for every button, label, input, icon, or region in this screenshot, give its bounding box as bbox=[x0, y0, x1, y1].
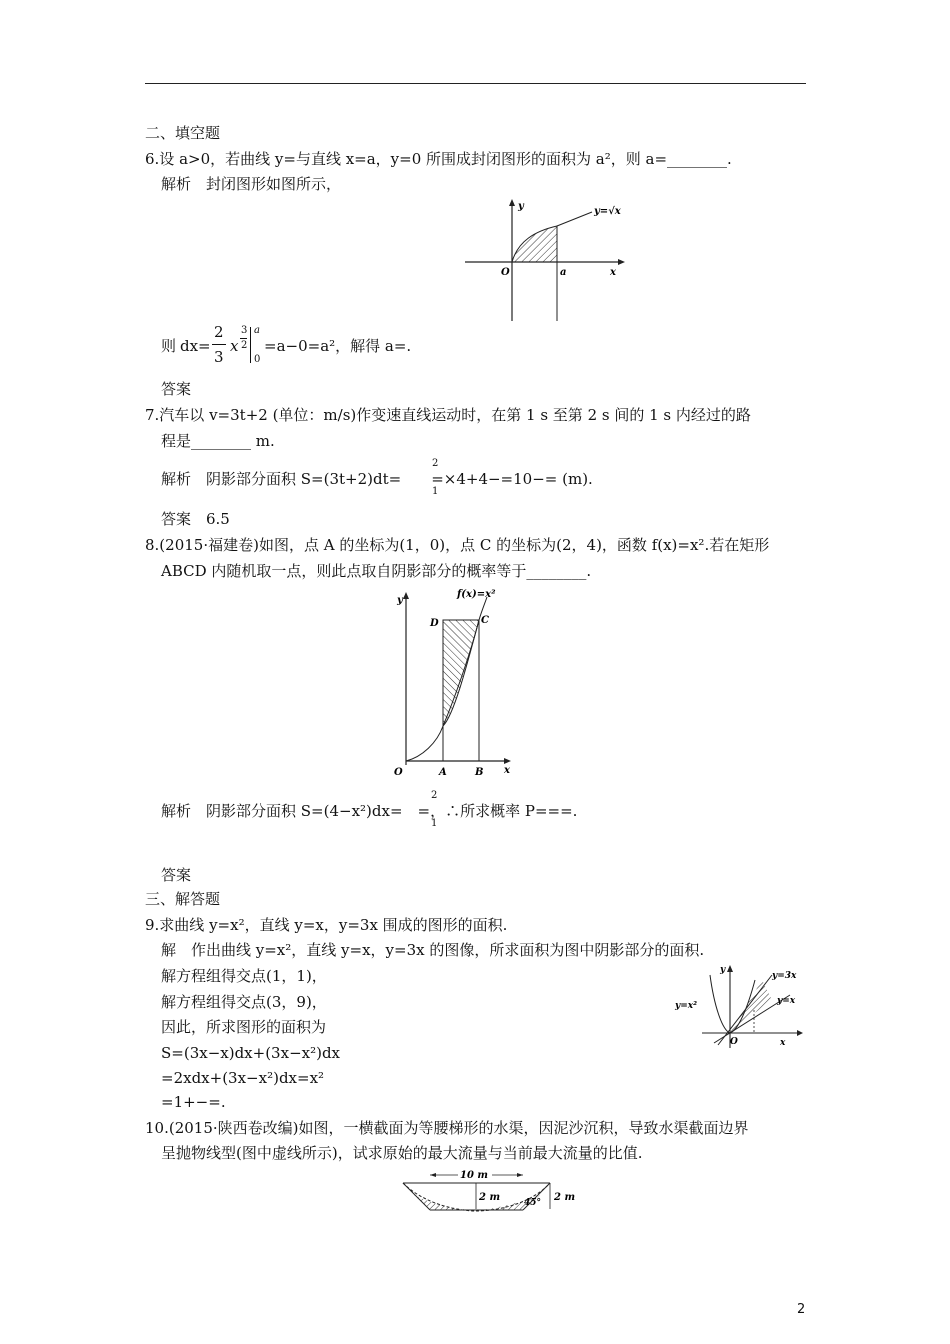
q6-solution: 解析 封闭图形如图所示， bbox=[161, 175, 342, 193]
q8-solution: 解析 阴影部分面积 S=(4−x²)dx= =，∴所求概率 P===. bbox=[161, 802, 578, 820]
question-10: 10.(2015·陕西卷改编)如图，一横截面为等腰梯形的水渠，因泥沙沉积，导致水渠截面边界 bbox=[145, 1119, 749, 1137]
depth-label-side: 2 m bbox=[554, 1192, 576, 1203]
header-rule bbox=[145, 83, 806, 84]
axis-label-x: x bbox=[504, 765, 510, 776]
q7-upper-limit: 2 bbox=[432, 458, 439, 469]
q6-variable: x bbox=[230, 337, 239, 355]
question-8: 8.(2015·福建卷)如图，点 A 的坐标为(1，0)，点 C 的坐标为(2，4)，函数 f(x)=x².若在矩形 bbox=[145, 536, 770, 554]
axis-label-x: x bbox=[780, 1038, 786, 1048]
origin-label: O bbox=[394, 767, 403, 778]
question-6: 6.设 a>0，若曲线 y=与直线 x=a，y=0 所围成封闭图形的面积为 a²，则 a=________. bbox=[145, 150, 732, 168]
question-7: 7.汽车以 v=3t+2 (单位：m/s)作变速直线运动时，在第 1 s 至第 2 s 间的 1 s 内经过的路 bbox=[145, 406, 751, 424]
question-10-cont: 呈抛物线型(图中虚线所示)，试求原始的最大流量与当前最大流量的比值. bbox=[161, 1144, 643, 1162]
q6-exp-bottom: 2 bbox=[241, 340, 248, 351]
curve-label: y=√x bbox=[594, 206, 621, 217]
question-7-cont: 程是________ m. bbox=[161, 432, 275, 450]
q6-calc-dx: dx= bbox=[180, 337, 211, 355]
q9-solution-4: 因此，所求图形的面积为 bbox=[161, 1018, 327, 1036]
width-label: 10 m bbox=[460, 1170, 488, 1181]
q6-exp-top: 3 bbox=[241, 325, 248, 336]
curve-label-x2: y=x² bbox=[675, 1001, 698, 1011]
q8-lower-limit: 1 bbox=[431, 818, 438, 829]
q9-solution-7: =1+−=. bbox=[161, 1093, 226, 1111]
q6-lower-limit: 0 bbox=[254, 354, 261, 365]
origin-label: O bbox=[501, 267, 510, 278]
q9-solution-3: 解方程组得交点(3，9)， bbox=[161, 993, 327, 1011]
origin-label: O bbox=[730, 1037, 738, 1047]
point-label-a: a bbox=[560, 267, 567, 278]
q6-answer: 答案 bbox=[161, 380, 192, 398]
q9-solution-5: S=(3x−x)dx+(3x−x²)dx bbox=[161, 1044, 341, 1062]
q7-lower-limit: 1 bbox=[432, 486, 439, 497]
question-9: 9.求曲线 y=x²，直线 y=x，y=3x 围成的图形的面积. bbox=[145, 916, 508, 934]
axis-label-x: x bbox=[610, 267, 616, 278]
point-label-a: A bbox=[439, 767, 447, 778]
point-label-d: D bbox=[430, 618, 439, 629]
depth-label-center: 2 m bbox=[479, 1192, 501, 1203]
q9-solution-6: =2xdx+(3x−x²)dx=x² bbox=[161, 1069, 325, 1087]
axis-label-y: y bbox=[518, 201, 524, 212]
figure-three-curves bbox=[672, 960, 812, 1050]
q7-solution: 解析 阴影部分面积 S=(3t+2)dt= =×4+4−=10−= (m). bbox=[161, 470, 593, 488]
exponent-bar bbox=[240, 338, 247, 339]
q6-upper-limit: a bbox=[254, 325, 260, 336]
q9-solution-2: 解方程组得交点(1，1)， bbox=[161, 967, 327, 985]
section-heading: 三、解答题 bbox=[145, 890, 221, 908]
figure-parabola-rectangle bbox=[392, 585, 517, 780]
q8-answer: 答案 bbox=[161, 866, 192, 884]
curve-label-3x: y=3x bbox=[772, 971, 797, 981]
curve-label-x: y=x bbox=[777, 996, 796, 1006]
q6-fraction-numerator: 2 bbox=[214, 323, 224, 341]
figure-sqrt-curve bbox=[460, 196, 630, 324]
page-number: 2 bbox=[797, 1302, 806, 1317]
section-heading: 二、填空题 bbox=[145, 124, 221, 142]
axis-label-y: y bbox=[720, 965, 726, 975]
point-label-c: C bbox=[481, 615, 489, 626]
q7-answer: 答案 6.5 bbox=[161, 510, 230, 528]
fraction-bar bbox=[212, 344, 226, 345]
angle-label: 45° bbox=[524, 1198, 542, 1208]
q8-upper-limit: 2 bbox=[431, 790, 438, 801]
q6-calc-pre: 则 bbox=[161, 337, 177, 355]
q6-calc-result: =a−0=a²，解得 a=. bbox=[264, 337, 412, 355]
axis-label-y: y bbox=[397, 595, 403, 606]
point-label-b: B bbox=[475, 767, 484, 778]
evaluation-bar bbox=[250, 327, 251, 363]
figure-trapezoid-channel bbox=[400, 1165, 580, 1215]
q9-solution-1: 解 作出曲线 y=x²，直线 y=x，y=3x 的图像，所求面积为图中阴影部分的面积. bbox=[161, 941, 705, 959]
question-8-cont: ABCD 内随机取一点，则此点取自阴影部分的概率等于________. bbox=[161, 562, 592, 580]
curve-label: f(x)=x² bbox=[457, 589, 496, 600]
q6-fraction-denominator: 3 bbox=[214, 348, 224, 366]
